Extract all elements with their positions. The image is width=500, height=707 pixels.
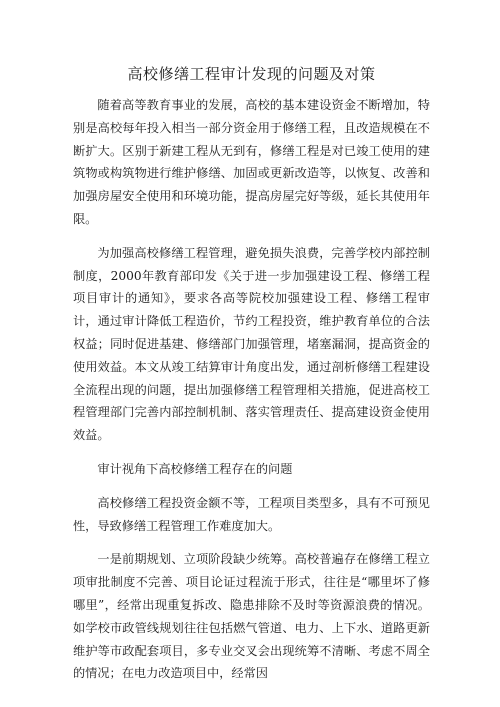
- paragraph-intro: 随着高等教育事业的发展，高校的基本建设资金不断增加，特别是高校每年投入相当一部分资金用于修缮工程，且改造规模在不断扩大。区别于新建工程从无到有，修缮工程是对已竣工使用的建筑物或构筑物进行维护修缮、加固或更新改造等，以恢复、改善和加强房屋安全使用和环境功能，提高房屋完好等级，延长其使用年限。: [73, 98, 430, 226]
- paragraph-problem-one: 一是前期规划、立项阶段缺少统筹。高校普遍存在修缮工程立项审批制度不完善、项目论证过程流于形式，往往是“哪里坏了修哪里”，经常出现重复拆改、隐患排除不及时等资源浪费的情况。如学校市政管线规划往往包括燃气管道、电力、上下水、道路更新维护等市政配套项目，多专业交叉会出现统筹不清晰、考虑不周全的情况；在电力改造项目中，经常因: [73, 552, 430, 681]
- paragraph-overview: 高校修缮工程投资金额不等，工程项目类型多，具有不可预见性，导致修缮工程管理工作难度加大。: [73, 495, 430, 533]
- document-title: 高校修缮工程审计发现的问题及对策: [127, 65, 376, 83]
- paragraph-background: 为加强高校修缮工程管理，避免损失浪费，完善学校内部控制制度，2000年教育部印发《关于进一步加强建设工程、修缮工程项目审计的通知》，要求各高等院校加强建设工程、修缮工程审计，通过审计降低工程造价，节约工程投资，维护教育单位的合法权益；同时促进基建、修缮部门加强管理，堵塞漏洞，提高资金的使用效益。本文从竣工结算审计角度出发，通过剖析修缮工程建设全流程出现的问题，提出加强修缮工程管理相关措施，促进高校工程管理部门完善内部控制机制、落实管理责任、提高建设资金使用效益。: [73, 245, 430, 443]
- section-heading: 审计视角下高校修缮工程存在的问题: [97, 461, 293, 476]
